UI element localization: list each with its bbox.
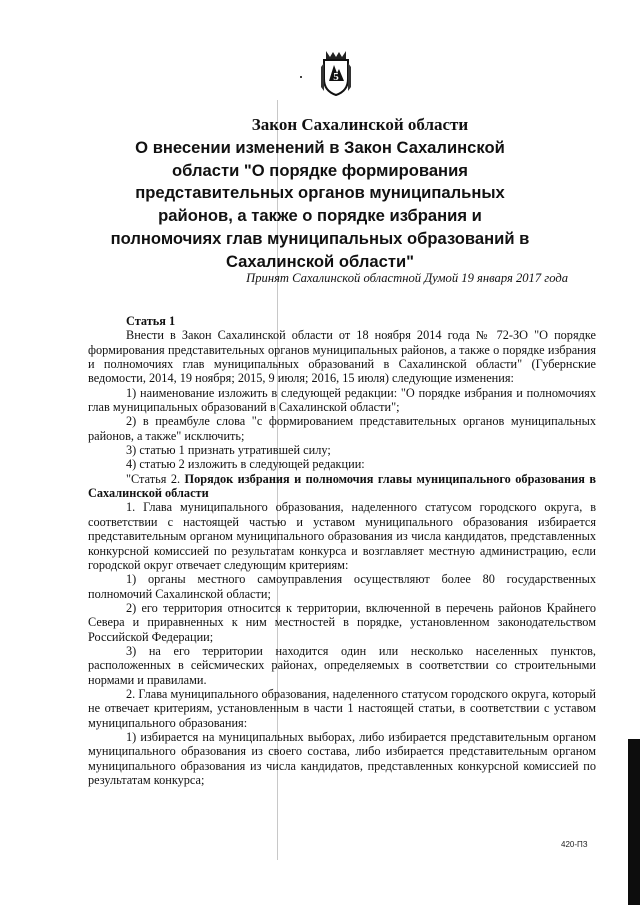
amendment-item: 3) статью 1 признать утратившей силу; [126, 443, 331, 458]
law-paragraph: 1. Глава муниципального образования, наделенного статусом городского округа, в соответствии с настоящей частью и уставом муниципального образования избирается представительным органом муниципального образования из числа кандидатов, представленных конкурсной комиссией по результатам конкурса и возглавляет местную администрацию, если городской округ отвечает следующим критериям: [88, 500, 596, 572]
amendment-item: 1) наименование изложить в следующей редакции: "О порядке избрания и полномочиях глав муниципальных образований в Сахалинской области"; [88, 385, 596, 415]
amendment-item: 4) статью 2 изложить в следующей редакции: [126, 457, 365, 472]
title-line: области "О порядке формирования [172, 160, 468, 180]
law-paragraph: 2. Глава муниципального образования, наделенного статусом городского округа, который не отвечает критериям, установленным в части 1 настоящей статьи, в соответствии с уставом муниципального образования: [88, 686, 596, 730]
new-article-title: Порядок избрания и полномочия главы муниципального образования в Сахалинской области [88, 471, 596, 501]
title-line: районов, а также о порядке избрания и [158, 206, 482, 226]
article-heading: Статья 1 [126, 314, 176, 328]
adoption-note: Принят Сахалинской областной Думой 19 января 2017 года [246, 271, 568, 285]
amendment-item: 2) в преамбуле слова "с формированием представительных органов муниципальных районов, а также" исключить; [88, 414, 596, 443]
document-body [88, 310, 596, 787]
sakhalin-coat-of-arms-icon [320, 47, 352, 97]
new-article-prefix: "Статья 2. [126, 471, 181, 486]
law-subparagraph: 1) органы местного самоуправления осуществляют более 80 государственных полномочий Сахалинской области; [88, 572, 596, 601]
document-title [0, 114, 640, 274]
title-line: Сахалинской области" [225, 251, 415, 271]
svg-text:5: 5 [333, 71, 339, 83]
law-subparagraph: 3) на его территории находится один или несколько населенных пунктов, расположенных в сейсмических районах, определяемых в соответствии со строительными нормами и правилами. [88, 643, 596, 687]
law-subparagraph: 2) его территория относится к территории, включенной в перечень районов Крайнего Севера и приравненных к ним местностей в порядке, установленном законодательством Российской Федерации; [88, 600, 596, 644]
law-name: Закон Сахалинской области [251, 115, 469, 134]
law-subparagraph: 1) избирается на муниципальных выборах, либо избирается представительным органом муниципального образования из своего состава, либо избирается представительным органом муниципального образования из числа кандидатов, представленных конкурсной комиссией по результатам конкурса; [88, 729, 596, 787]
article-intro: Внести в Закон Сахалинской области от 18 ноября 2014 года № 72-ЗО "О порядке формирования представительных органов муниципальных районов, а также о порядке избрания и полномочиях глав муниципальных образований в Сахалинской области" (Губернские ведомости, 2014, 19 ноября; 2015, 9 июля; 2016, 15 июля) следующие изменения: [88, 328, 596, 386]
title-line: О внесении изменений в Закон Сахалинской [135, 137, 505, 157]
scan-speck [300, 76, 302, 78]
title-line: полномочиях глав муниципальных образований в [110, 228, 530, 248]
new-article-heading [88, 472, 596, 501]
page-code: 420-ПЗ [561, 840, 588, 849]
title-line: представительных органов муниципальных [135, 183, 505, 203]
scan-edge-shadow [628, 739, 640, 905]
